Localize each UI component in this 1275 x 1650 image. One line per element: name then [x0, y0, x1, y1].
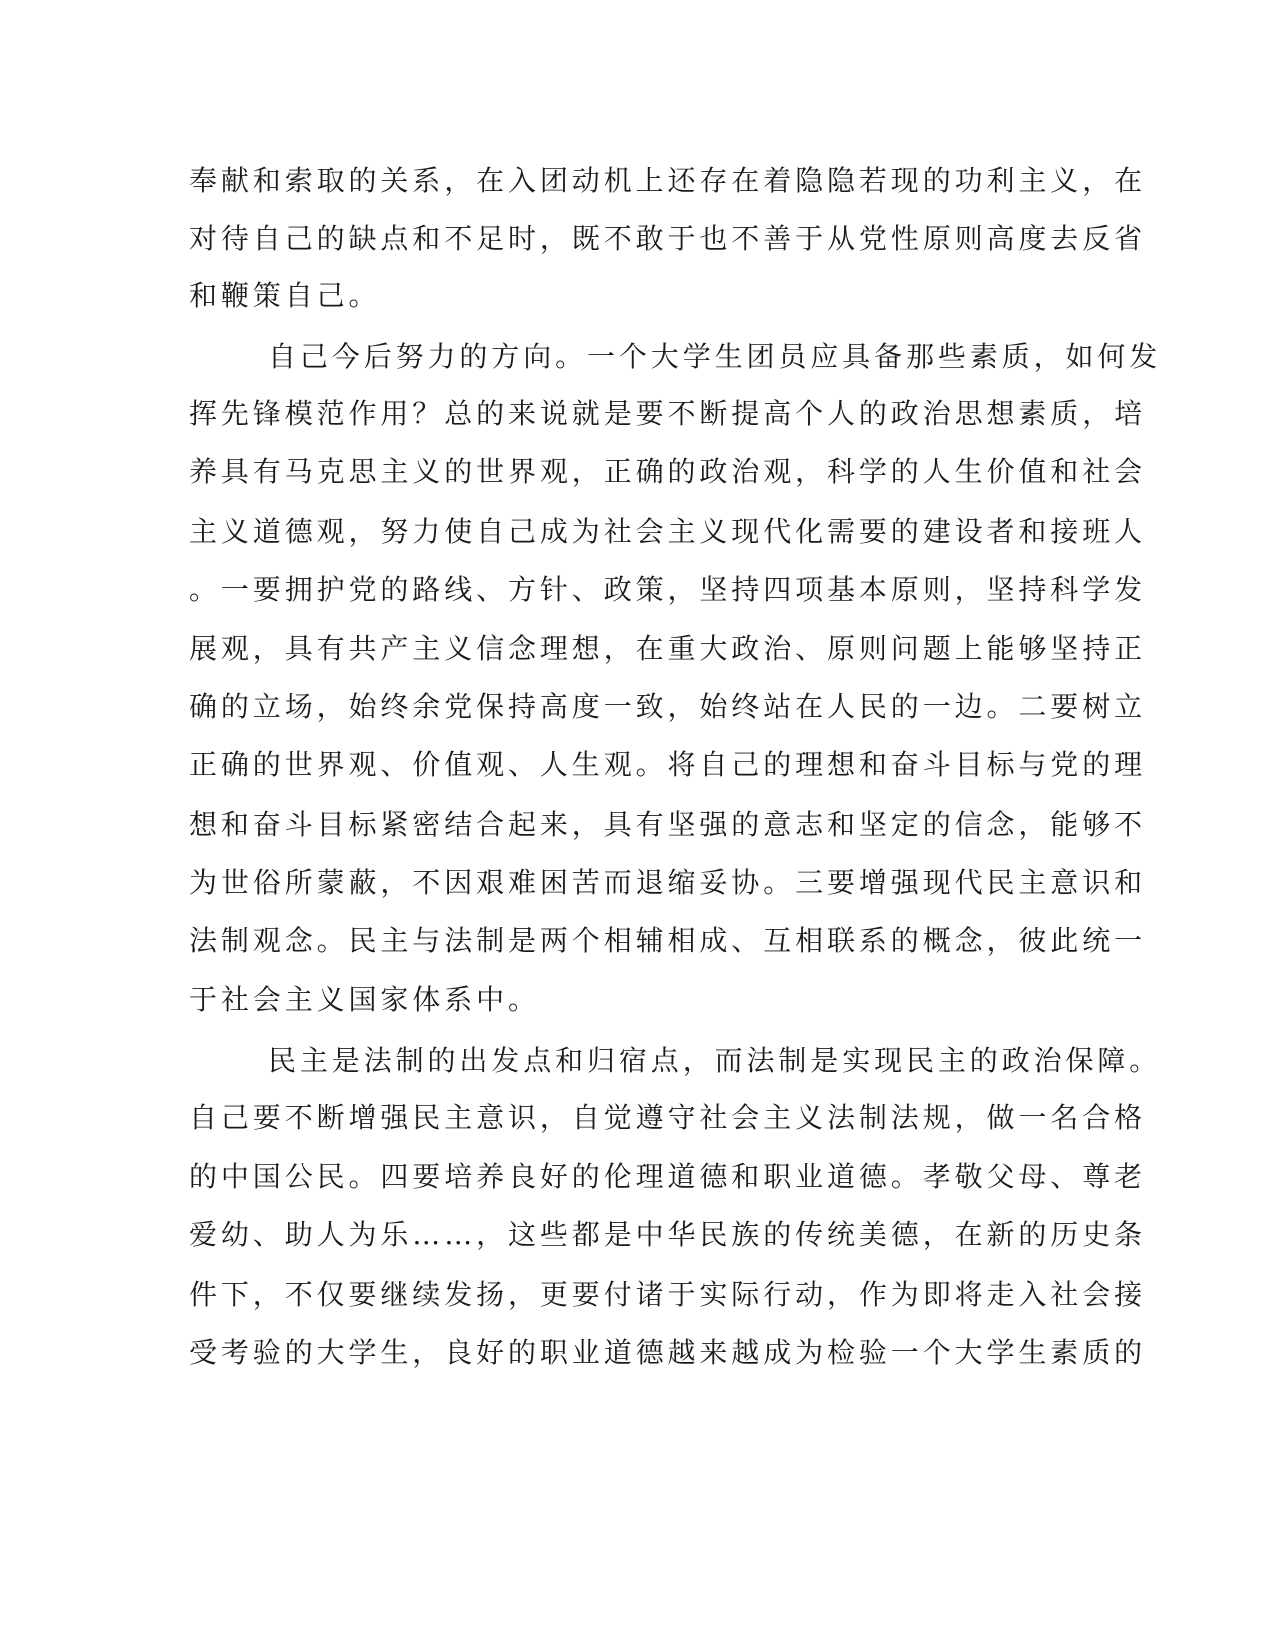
- text-line: 于社会主义国家体系中。: [189, 983, 540, 1016]
- text-line: 法制观念。民主与法制是两个相辅相成、互相联系的概念，彼此统一: [189, 924, 1147, 957]
- text-line: 对待自己的缺点和不足时，既不敢于也不善于从党性原则高度去反省: [189, 222, 1147, 255]
- text-line: 爱幼、助人为乐……，这些都是中华民族的传统美德，在新的历史条: [189, 1218, 1147, 1251]
- text-line: 。一要拥护党的路线、方针、政策，坚持四项基本原则，坚持科学发: [189, 573, 1147, 606]
- text-line: 想和奋斗目标紧密结合起来，具有坚强的意志和坚定的信念，能够不: [189, 808, 1147, 841]
- text-line: 受考验的大学生，良好的职业道德越来越成为检验一个大学生素质的: [189, 1336, 1147, 1369]
- text-line: 养具有马克思主义的世界观，正确的政治观，科学的人生价值和社会: [189, 455, 1147, 488]
- text-line: 正确的世界观、价值观、人生观。将自己的理想和奋斗目标与党的理: [189, 748, 1147, 781]
- paragraph-start-line: 自己今后努力的方向。一个大学生团员应具备那些素质，如何发: [268, 340, 1162, 373]
- text-line: 的中国公民。四要培养良好的伦理道德和职业道德。孝敬父母、尊老: [189, 1160, 1147, 1193]
- text-line: 自己要不断增强民主意识，自觉遵守社会主义法制法规，做一名合格: [189, 1101, 1147, 1134]
- text-line: 挥先锋模范作用？总的来说就是要不断提高个人的政治思想素质，培: [189, 397, 1147, 430]
- text-line: 主义道德观，努力使自己成为社会主义现代化需要的建设者和接班人: [189, 515, 1147, 548]
- text-line: 件下，不仅要继续发扬，更要付诸于实际行动，作为即将走入社会接: [189, 1278, 1147, 1311]
- text-line: 奉献和索取的关系，在入团动机上还存在着隐隐若现的功利主义，在: [189, 164, 1147, 197]
- paragraph-start-line: 民主是法制的出发点和归宿点，而法制是实现民主的政治保障。: [268, 1044, 1162, 1077]
- text-line: 展观，具有共产主义信念理想，在重大政治、原则问题上能够坚持正: [189, 632, 1147, 665]
- text-line: 确的立场，始终余党保持高度一致，始终站在人民的一边。二要树立: [189, 690, 1147, 723]
- text-line: 和鞭策自己。: [189, 279, 381, 312]
- text-line: 为世俗所蒙蔽，不因艰难困苦而退缩妥协。三要增强现代民主意识和: [189, 866, 1147, 899]
